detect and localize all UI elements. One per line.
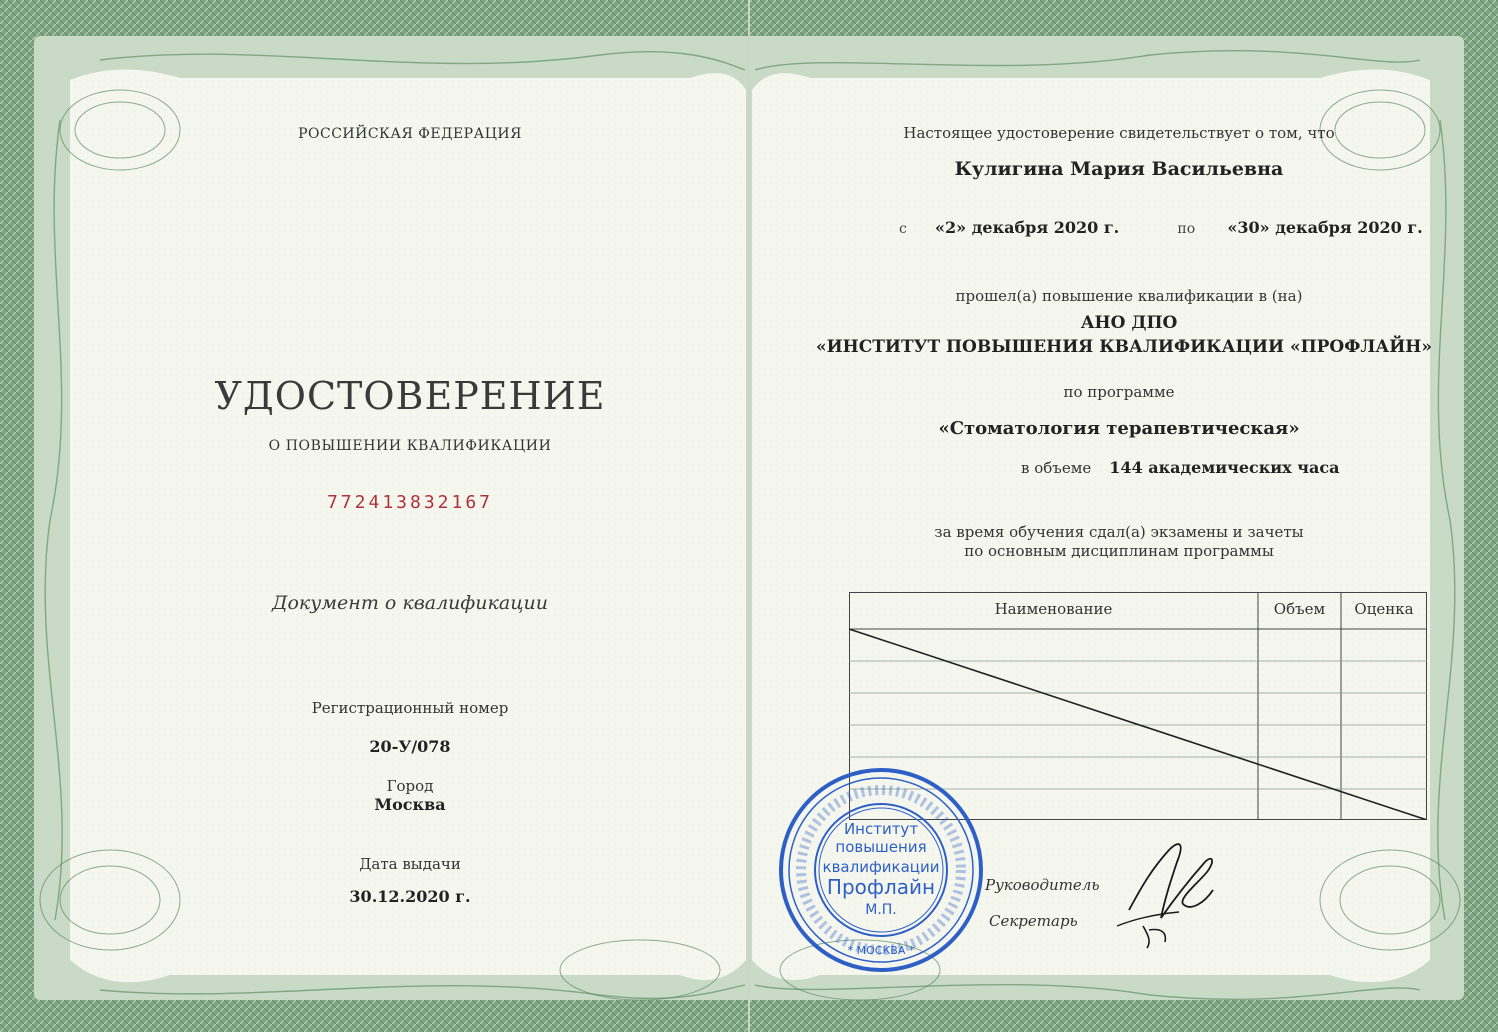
program-name: «Стоматология терапевтическая»	[938, 418, 1300, 439]
intro-text: Настоящее удостоверение свидетельствует о том, что	[903, 124, 1335, 142]
document-type: Документ о квалификации	[272, 592, 548, 614]
city-label: Город	[386, 777, 434, 795]
issue-date-label: Дата выдачи	[359, 855, 461, 873]
from-word: с	[899, 221, 907, 237]
head-role-label: Руководитель	[985, 876, 1100, 894]
country-label: РОССИЙСКАЯ ФЕДЕРАЦИЯ	[298, 126, 522, 142]
signature-head	[1109, 832, 1249, 952]
program-label: по программе	[1063, 383, 1175, 401]
registration-number: 20-У/078	[369, 737, 451, 756]
volume-label: в объеме	[1021, 459, 1092, 477]
volume-line	[1021, 458, 1339, 477]
table-header-grade: Оценка	[1354, 600, 1414, 618]
official-stamp	[775, 764, 987, 976]
issue-date: 30.12.2020 г.	[349, 887, 471, 906]
table-header-volume: Объем	[1273, 600, 1326, 618]
date-to: «30» декабря 2020 г.	[1227, 218, 1423, 237]
exam-line-1: за время обучения сдал(а) экзамены и зачеты	[934, 523, 1304, 541]
holder-name: Кулигина Мария Васильевна	[954, 158, 1284, 180]
table-header-name: Наименование	[994, 600, 1113, 618]
secretary-role-label: Секретарь	[989, 912, 1078, 930]
city-value: Москва	[374, 795, 446, 814]
date-from: «2» декабря 2020 г.	[935, 218, 1120, 237]
stamp-city: * МОСКВА *	[847, 944, 915, 957]
stamp-line-3: квалификации	[822, 858, 940, 876]
exam-line-2: по основным дисциплинам программы	[964, 542, 1274, 560]
stamp-mp: М.П.	[865, 902, 897, 918]
document-title: УДОСТОВЕРЕНИЕ	[214, 374, 606, 418]
volume-value: 144 академических часа	[1109, 458, 1340, 477]
stamp-line-2: повышения	[835, 838, 927, 856]
org-line-1: АНО ДПО	[1080, 313, 1178, 333]
org-line-2: «ИНСТИТУТ ПОВЫШЕНИЯ КВАЛИФИКАЦИИ «ПРОФЛАЙН»	[816, 337, 1432, 357]
to-word: по	[1177, 221, 1196, 237]
serial-number: 772413832167	[326, 492, 494, 513]
document-subtitle: О ПОВЫШЕНИИ КВАЛИФИКАЦИИ	[268, 438, 552, 454]
stamp-line-4: Профлайн	[826, 875, 936, 899]
passed-text: прошел(а) повышение квалификации в (на)	[955, 287, 1303, 305]
right-page	[749, 0, 1498, 1032]
stamp-line-1: Институт	[843, 820, 919, 838]
registration-label: Регистрационный номер	[311, 699, 509, 717]
study-period	[899, 218, 1498, 237]
